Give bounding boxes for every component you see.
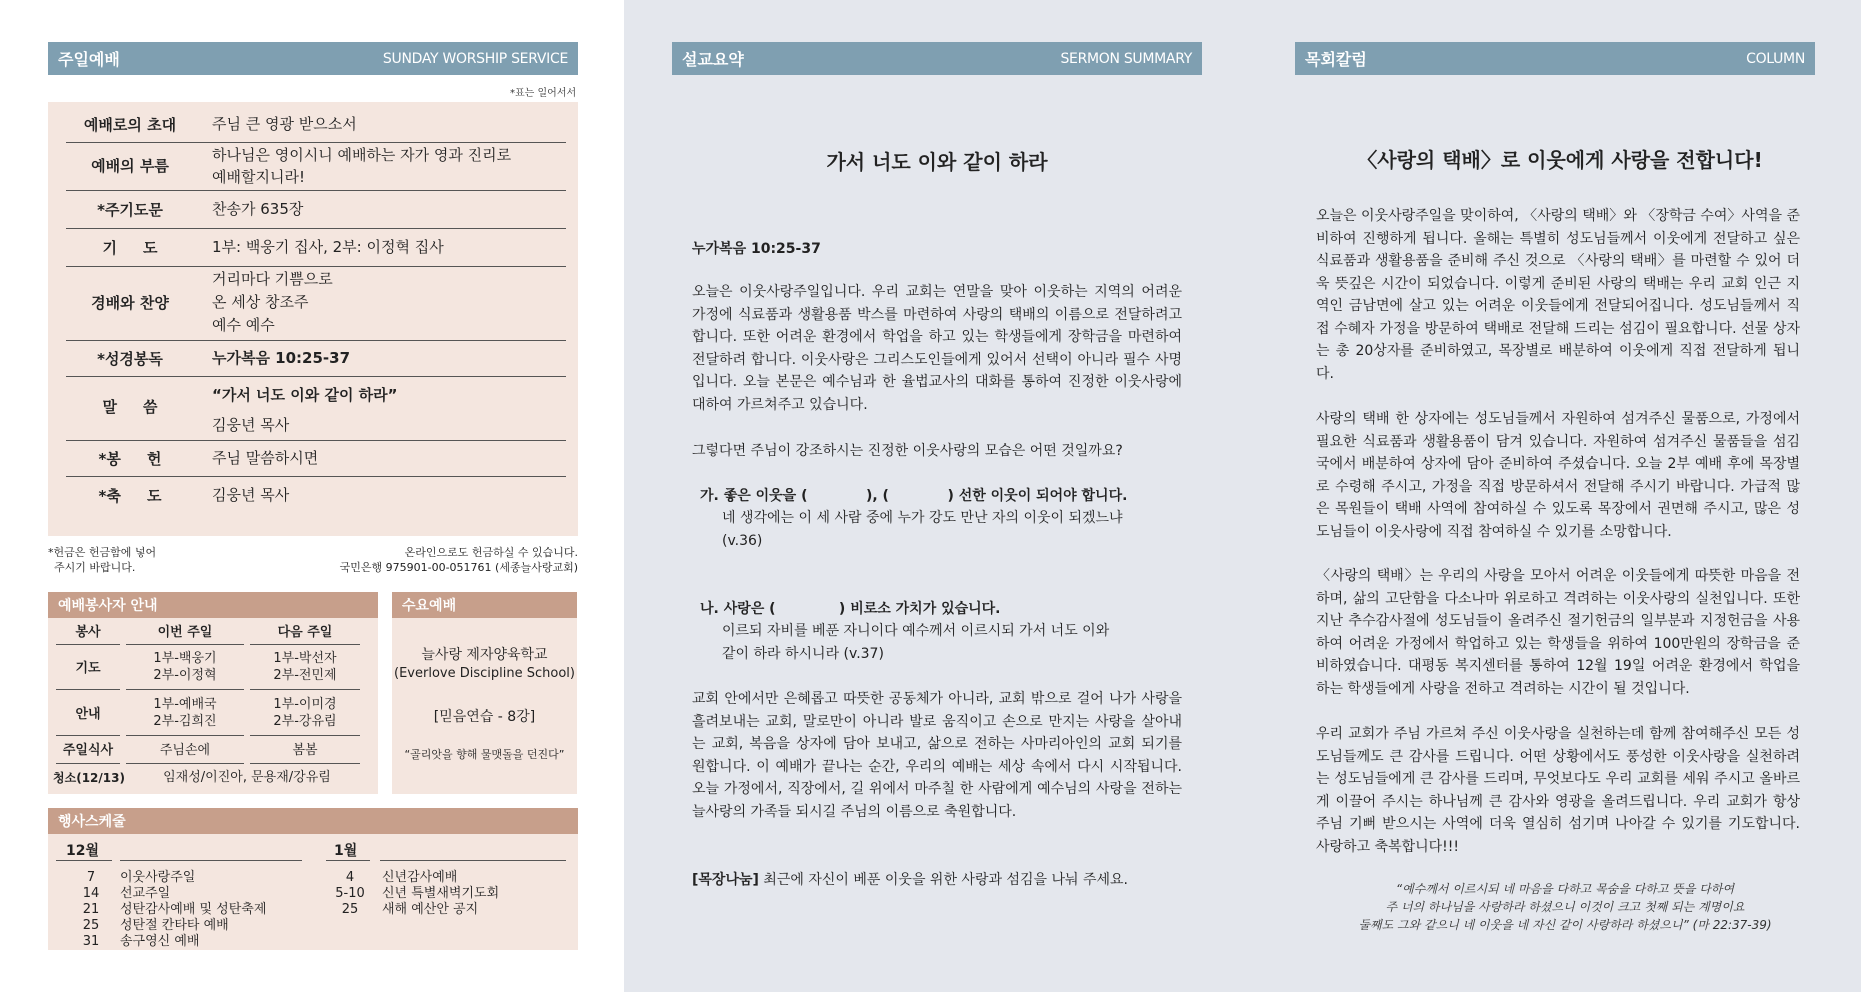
wednesday-line: “골리앗을 향해 물맷돌을 던진다” xyxy=(404,748,565,761)
jan-events xyxy=(382,870,499,918)
order-value-line: 하나님은 영이시니 예배하는 자가 영과 진리로 xyxy=(212,146,512,164)
divider xyxy=(120,860,302,861)
order-row xyxy=(66,228,566,267)
staff-next xyxy=(250,650,360,684)
staff-this: 주님손에 xyxy=(159,743,211,758)
divider xyxy=(56,735,120,736)
wednesday-header: 수요예배 xyxy=(392,592,577,618)
quote-line: 둘째도 그와 같으니 네 이웃을 네 자신 같이 사랑하라 하셨으니” (마 22:37-39) xyxy=(1358,918,1772,932)
order-value-line: 예배할지니라! xyxy=(212,168,305,186)
sermon-point-b-body xyxy=(722,620,1182,665)
sermon-verse-line: 이르되 자비를 베푼 자니이다 예수께서 이르시되 가서 너도 이와 xyxy=(722,623,1110,639)
divider xyxy=(250,644,360,645)
order-label: 예배로의 초대 xyxy=(83,116,177,134)
quote-line: “예수께서 이르시되 네 마음을 다하고 목숨을 다하고 뜻을 다하여 xyxy=(1395,882,1735,896)
staff-name: 2부-이정혁 xyxy=(153,668,217,683)
schedule-event: 선교주일 xyxy=(120,886,171,901)
preacher-line: 김웅년 목사 xyxy=(212,416,290,434)
column-paragraph: 우리 교회가 주님 가르쳐 주신 이웃사랑을 실천하는데 함께 참여해주신 모든 성도님들께도 큰 감사를 드립니다. 어떤 상황에서도 풍성한 이웃사랑을 실천하려는 성도님들에게 큰 감사를 드리며, 무엇보다도 우리 교회를 세워 주시고 올바르게 이끌어 주시는 하나님께 큰 감사와 영광을 올려드립니다. 우리 교회가 항상 주님 기뻐 받으시는 사역에 더욱 열심히 섬기며 나아갈 수 있기를 기도합니다. 사랑하고 축복합니다!!! xyxy=(1316,726,1800,855)
quote-line: 주 너의 하나님을 사랑하라 하셨으니 이것이 크고 첫째 되는 계명이요 xyxy=(1385,900,1745,914)
sermon-question: 그렇다면 주님이 강조하시는 진정한 이웃사랑의 모습은 어떤 것일까요? xyxy=(692,443,1123,459)
staff-name: 2부-강유림 xyxy=(273,714,337,729)
staff-name: 1부-예배국 xyxy=(153,697,217,712)
divider xyxy=(250,689,360,690)
order-label: *성경봉독 xyxy=(97,350,163,368)
schedule-day: 7 xyxy=(86,870,96,885)
schedule-day: 25 xyxy=(341,902,359,917)
sermon-verse-line: 네 생각에는 이 세 사람 중에 누가 강도 만난 자의 이웃이 되겠느냐 xyxy=(722,510,1123,526)
order-row xyxy=(66,106,566,143)
order-value: 주님 말씀하시면 xyxy=(212,449,319,467)
order-value: 찬송가 635장 xyxy=(212,200,304,218)
schedule-day: 31 xyxy=(82,934,100,949)
sermon-point-a: 가. 좋은 이웃을 ( ), ( ) 선한 이웃이 되어야 합니다. xyxy=(700,488,1128,504)
schedule-day: 14 xyxy=(82,886,100,901)
sermon-title-line: “가서 너도 이와 같이 하라” xyxy=(212,386,398,404)
column-bible-quote xyxy=(1310,880,1820,934)
column-paragraph: 오늘은 이웃사랑주일을 맞이하여, 〈사랑의 택배〉와 〈장학금 수여〉사역을 준비하여 진행하게 됩니다. 올해는 특별히 성도님들께서 이웃에게 전달하고 싶은 식료품과 생활용품을 준비해 주신 것으로 〈사랑의 택배〉를 마련할 수 있어 더욱 뜻깊은 시간이 되었습니다. 이렇게 준비된 사랑의 택배는 우리 교회 인근 지역인 금남면에 살고 있는 어려운 이웃들에게 전달되어집니다. 성도님들께서 직접 수혜자 가정을 방문하여 택배로 전달해 드리는 섬김이 필요합니다. 선물 상자는 총 20상자를 준비하였고, 목장별로 배분하여 이웃에게 직접 전달하게 됩니다. xyxy=(1316,208,1800,382)
order-label: *축 도 xyxy=(98,487,162,505)
wednesday-line: (Everlove Discipline School) xyxy=(394,666,575,681)
order-row xyxy=(66,476,566,514)
bank-account-line: 국민은행 975901-00-051761 (세종늘사랑교회) xyxy=(339,561,578,574)
schedule-day: 5-10 xyxy=(335,886,365,901)
offering-note-line: *헌금은 헌금함에 넣어 xyxy=(48,546,157,559)
order-value: 주님 큰 영광 받으소서 xyxy=(212,115,357,133)
schedule-event: 신년 특별새벽기도회 xyxy=(382,886,500,901)
column-paragraph: 사랑의 택배 한 상자에는 성도님들께서 자원하여 섬겨주신 물품으로, 가정에서 필요한 식료품과 생활용품이 담겨 있습니다. 자원하여 섬겨주신 물품들을 섬김국에서 배분하여 상자에 담아 준비하여 주셨습니다. 오늘 2부 예배 후에 목장별로 수령해 주시고, 가정을 직접 방문하셔서 전달해 주시기 바랍니다. 가급적 많은 목원들이 택배 사역에 참여하실 수 있도록 목장에서 권면해 주시고, 많은 성도님들이 이웃사랑에 직접 참여하실 수 있기를 소망합니다. xyxy=(1316,411,1800,540)
order-row xyxy=(66,142,566,191)
staff-name: 1부-이미경 xyxy=(273,697,337,712)
divider xyxy=(56,763,120,764)
offering-note-line: 주시기 바랍니다. xyxy=(54,561,136,574)
divider xyxy=(250,735,360,736)
column-header-title: 목회칼럼 xyxy=(1305,50,1367,69)
sermon-verse-line: 같이 하라 하시니라 (v.37) xyxy=(722,645,884,662)
order-value: 1부: 백웅기 집사, 2부: 이정혁 집사 xyxy=(212,238,444,256)
sermon-paragraph: 오늘은 이웃사랑주일입니다. 우리 교회는 연말을 맞아 이웃하는 지역의 어려운 가정에 식료품과 생활용품 박스를 마련하여 사랑의 택배의 이름으로 전달하려고 합니다. 또한 어려운 환경에서 학업을 하고 있는 학생들에게 장학금을 마련하여 전달하려 합니다. 이웃사랑은 그리스도인들에게 있어서 선택이 아니라 필수 사명입니다. 오늘 본문은 예수님과 한 율법교사의 대화를 통하여 진정한 이웃사랑에 대하여 가르쳐주고 있습니다. xyxy=(692,284,1182,413)
sermon-paragraph: 교회 안에서만 은혜롭고 따뜻한 공동체가 아니라, 교회 밖으로 걸어 나가 사랑을 흘려보내는 교회, 말로만이 아니라 발로 움직이고 손으로 만지는 사랑을 살아내는 교회, 복음을 상자에 담아 보내고, 삶으로 전하는 사마리아인의 교회 되기를 원합니다. 이 예배가 끝나는 순간, 우리의 예배는 세상 속에서 다시 시작됩니다. 오늘 가정에서, 직장에서, 길 위에서 마주칠 한 사람에게 예수님의 사랑을 전하는 늘사랑의 가족들 되시길 주님의 이름으로 축원합니다. xyxy=(692,691,1182,820)
wednesday-panel xyxy=(392,618,577,794)
staff-name: 1부-박선자 xyxy=(273,651,337,666)
offering-online-line: 온라인으로도 헌금하실 수 있습니다. xyxy=(404,546,578,559)
staff-role: 기도 xyxy=(75,661,101,676)
order-row xyxy=(66,190,566,229)
worship-order xyxy=(48,102,578,536)
sermon-title: 가서 너도 이와 같이 하라 xyxy=(826,150,1048,174)
sermon-header xyxy=(672,42,1202,75)
order-value xyxy=(212,144,511,188)
sharing-text: 최근에 자신이 베푼 이웃을 위한 사랑과 섬김을 나눠 주세요. xyxy=(758,872,1128,888)
schedule-day: 4 xyxy=(345,870,355,885)
order-value-line: 거리마다 기쁨으로 xyxy=(212,270,333,288)
staff-next: 봄봄 xyxy=(292,743,318,758)
column-paragraph: 〈사랑의 택배〉는 우리의 사랑을 모아서 어려운 이웃들에게 따뜻한 마음을 전하며, 삶의 고단함을 다소나마 위로하고 격려하는 이웃사랑의 실천입니다. 또한 지난 추수감사절에 성도님들이 올려주신 절기헌금의 일부분과 지정헌금을 사용하여 어려운 가정에서 학업하고 있는 학생들을 위하여 100만원의 장학금을 준비하였습니다. 대평동 복지센터를 통하여 12월 19일 어려운 환경에서 학업을 하는 학생들에게 사랑을 전하고 격려하는 시간이 될 것입니다. xyxy=(1316,568,1800,697)
staff-header: 예배봉사자 안내 xyxy=(48,592,378,618)
sermon-point-b: 나. 사랑은 ( ) 비로소 가치가 있습니다. xyxy=(700,601,1001,617)
worship-header xyxy=(48,42,578,75)
order-label: 말 씀 xyxy=(102,398,158,416)
dec-days xyxy=(66,870,116,950)
schedule-event: 성탄감사예배 및 성탄축제 xyxy=(120,902,267,917)
divider xyxy=(126,689,244,690)
schedule-month: 1월 xyxy=(334,843,358,859)
offering-note-right xyxy=(340,545,578,575)
wednesday-line: 늘사랑 제자양육학교 xyxy=(421,647,548,663)
sermon-scripture: 누가복음 10:25-37 xyxy=(692,241,821,257)
schedule-header: 행사스케줄 xyxy=(48,808,578,834)
staff-name: 1부-백웅기 xyxy=(153,651,217,666)
column-header xyxy=(1295,42,1815,75)
divider xyxy=(380,860,566,861)
schedule-event: 성탄절 칸타타 예배 xyxy=(120,918,229,933)
jan-days xyxy=(328,870,372,918)
order-value: 누가복음 10:25-37 xyxy=(212,349,351,367)
worship-header-title: 주일예배 xyxy=(58,50,120,69)
order-row xyxy=(66,266,566,341)
schedule-event: 이웃사랑주일 xyxy=(120,870,196,885)
order-label: *주기도문 xyxy=(97,201,163,219)
divider xyxy=(56,689,120,690)
schedule-month: 12월 xyxy=(66,843,100,859)
sermon-point-a-body xyxy=(722,507,1182,552)
order-row xyxy=(66,340,566,377)
divider xyxy=(326,860,370,861)
divider xyxy=(56,860,112,861)
staff-this xyxy=(126,696,244,730)
divider xyxy=(56,644,120,645)
divider xyxy=(126,735,244,736)
order-label: *봉 헌 xyxy=(98,450,162,468)
column-title: 〈사랑의 택배〉로 이웃에게 사랑을 전합니다! xyxy=(1357,148,1763,172)
divider xyxy=(250,763,360,764)
dec-events xyxy=(120,870,266,950)
schedule-event: 신년감사예배 xyxy=(382,870,458,885)
wednesday-line: [믿음연습 - 8강] xyxy=(433,709,536,725)
staff-role: 청소(12/13) xyxy=(53,771,125,785)
order-value xyxy=(212,268,333,337)
staff-col-this: 이번 주일 xyxy=(157,625,213,640)
stand-note: *표는 일어서서 xyxy=(510,88,577,99)
order-value-line: 예수 예수 xyxy=(212,316,275,334)
order-label: 기 도 xyxy=(102,239,158,257)
order-row xyxy=(66,376,566,441)
schedule-event: 새해 예산안 공지 xyxy=(382,902,479,917)
order-value xyxy=(212,380,398,440)
offering-note-left xyxy=(48,545,156,575)
schedule-event: 송구영신 예배 xyxy=(120,934,200,949)
order-label: 예배의 부름 xyxy=(91,157,169,175)
staff-this xyxy=(126,650,244,684)
order-label: 경배와 찬양 xyxy=(91,294,169,312)
staff-next xyxy=(250,696,360,730)
schedule-day: 25 xyxy=(82,918,100,933)
sermon-verse-line: (v.36) xyxy=(722,532,763,549)
schedule-panel xyxy=(48,834,578,950)
order-value: 김웅년 목사 xyxy=(212,486,290,504)
staff-col-next: 다음 주일 xyxy=(277,625,333,640)
staff-clean-names: 임재성/이진아, 문용재/강유림 xyxy=(163,770,331,785)
staff-col-role: 봉사 xyxy=(75,625,101,640)
sermon-header-title: 설교요약 xyxy=(682,50,744,69)
sermon-header-subtitle: SERMON SUMMARY xyxy=(1060,50,1192,67)
staff-role: 주일식사 xyxy=(62,743,114,758)
schedule-day: 21 xyxy=(82,902,100,917)
order-row xyxy=(66,440,566,477)
worship-header-subtitle: SUNDAY WORSHIP SERVICE xyxy=(382,50,568,67)
divider xyxy=(126,763,244,764)
staff-name: 2부-김희진 xyxy=(153,714,217,729)
divider xyxy=(126,644,244,645)
staff-role: 안내 xyxy=(75,707,101,722)
staff-table xyxy=(48,618,378,794)
column-header-subtitle: COLUMN xyxy=(1746,50,1805,67)
sermon-sharing xyxy=(692,869,1192,892)
staff-name: 2부-전민제 xyxy=(273,668,337,683)
sharing-label: [목장나눔] xyxy=(692,872,759,888)
order-value-line: 온 세상 창조주 xyxy=(212,293,309,311)
